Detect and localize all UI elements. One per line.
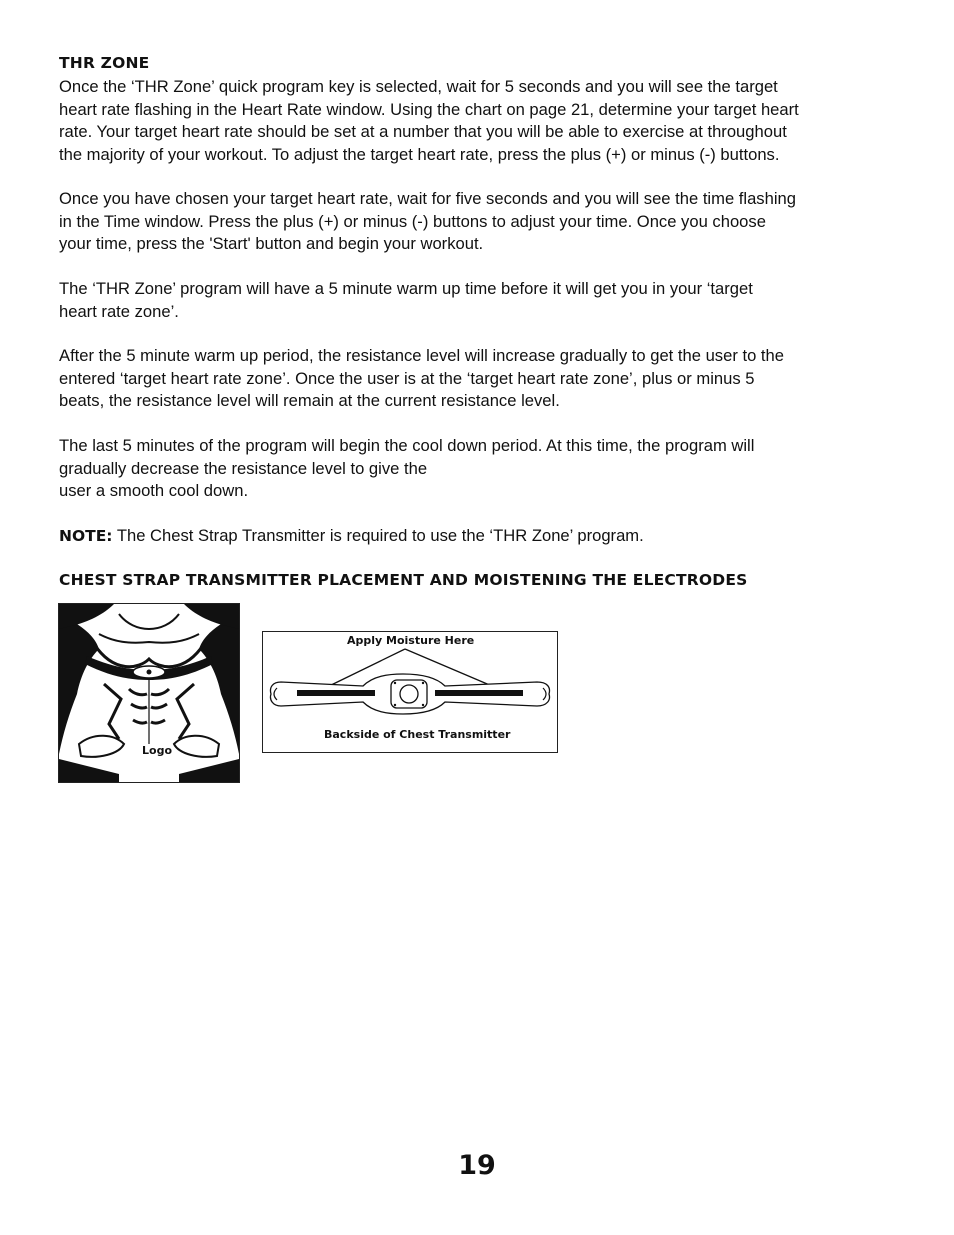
note-line [59,525,904,548]
backside-label: Backside of Chest Transmitter [324,728,511,741]
text-line: user a smooth cool down. [59,481,249,500]
note-label: NOTE: [59,527,113,545]
text-line: rate. Your target heart rate should be set at a number that you will be able to exercise at throughout [59,122,787,141]
transmitter-figure [262,631,558,753]
logo-label: Logo [142,744,172,757]
apply-moisture-label: Apply Moisture Here [347,634,475,647]
thr-zone-paragraph-1 [59,76,904,166]
text-line: heart rate flashing in the Heart Rate window. Using the chart on page 21, determine your target heart [59,99,799,119]
text-line: in the Time window. Press the plus (+) or minus (-) buttons to adjust your time. Once you choose [59,211,766,231]
text-line: entered ‘target heart rate zone’. Once the user is at the ‘target heart rate zone’, plus or minus 5 [59,368,755,388]
text-line: beats, the resistance level will remain at the current resistance level. [59,391,560,410]
text-line: gradually decrease the resistance level to give the [59,458,428,478]
note-text: The Chest Strap Transmitter is required to use the ‘THR Zone’ program. [112,526,644,545]
text-line: Once you have chosen your target heart rate, wait for five seconds and you will see the time flashing [59,189,796,208]
text-line: the majority of your workout. To adjust the target heart rate, press the plus (+) or minus (-) buttons. [59,144,780,164]
thr-zone-paragraph-5 [59,435,904,503]
thr-zone-paragraph-2 [59,188,904,256]
page-number: 19 [458,1150,496,1181]
text-line: Once the ‘THR Zone’ quick program key is selected, wait for 5 seconds and you will see the target [59,77,778,96]
chest-strap-heading: CHEST STRAP TRANSMITTER PLACEMENT AND MOISTENING THE ELECTRODES [59,571,748,589]
thr-zone-heading: THR ZONE [59,54,150,72]
thr-zone-paragraph-4 [59,345,904,413]
text-line: your time, press the 'Start' button and begin your workout. [59,234,484,253]
text-line: The last 5 minutes of the program will begin the cool down period. At this time, the program will [59,436,755,455]
torso-figure [58,603,240,783]
text-line: The ‘THR Zone’ program will have a 5 minute warm up time before it will get you in your ‘target [59,279,753,298]
text-line: heart rate zone’. [59,301,179,321]
note-paragraph [59,525,904,548]
thr-zone-paragraph-3 [59,278,904,323]
text-line: After the 5 minute warm up period, the resistance level will increase gradually to get the user to the [59,346,784,365]
